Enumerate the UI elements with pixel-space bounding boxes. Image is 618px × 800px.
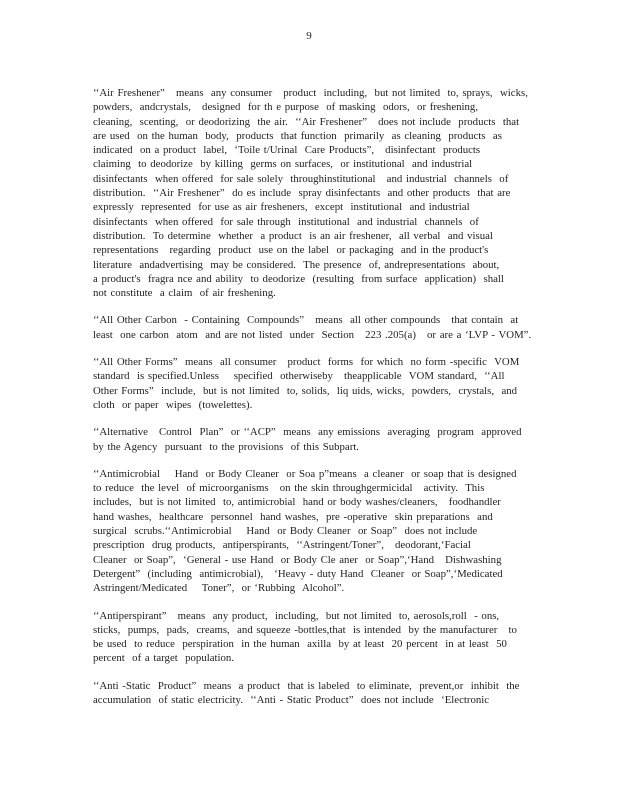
text-line: disinfectants when offered for sale solely throughinstitutional and industrial channels of [93, 172, 509, 185]
text-line: to reduce the level of microorganisms on the skin throughgermicidal activity. This [93, 482, 485, 495]
text-line: ‘‘Air Freshener” means any consumer product including, but not limited to, sprays, wicks, [93, 87, 528, 99]
text-line: be used to reduce perspiration in the human axilla by at least 20 percent in at least 50 [93, 638, 507, 651]
text-line: representations regarding product use on the label or packaging and in the product's [93, 244, 489, 257]
text-line: are used on the human body, products that function primarily as cleaning products as [93, 129, 502, 142]
text-line: sticks, pumps, pads, creams, and squeeze -bottles,that is intended by the manufacturer to [93, 623, 517, 636]
text-line: ‘‘Antiperspirant” means any product, including, but not limited to, aerosols,roll - ons, [93, 609, 500, 622]
text-line: hand washes, healthcare personnel hand washes, pre -operative skin preparations and [93, 510, 493, 523]
text-line: cleaning, scenting, or deodorizing the air. ‘‘Air Freshener” does not include products that [93, 115, 520, 128]
text-line: percent of a target population. [93, 652, 235, 665]
paragraph [93, 467, 545, 596]
text-line: expressly represented for use as air fresheners, except institutional and industrial [93, 201, 470, 214]
document-body [93, 86, 545, 720]
paragraph [93, 86, 545, 300]
text-line: Other Forms” include, but is not limited to, solids, liq uids, wicks, powders, crystals, and [93, 384, 518, 397]
text-line: claiming to deodorize by killing germs on surfaces, or institutional and industrial [93, 158, 473, 171]
text-line: disinfectants when offered for sale through institutional and industrial channels of [93, 215, 479, 228]
text-line: a product's fragra nce and ability to deodorize (resulting from surface application) shall [93, 272, 504, 285]
text-line: indicated on a product label, ‘Toile t/Urinal Care Products”, disinfectant products [93, 144, 481, 157]
text-line: least one carbon atom and are not listed under Section 223 .205(a) or are a ‘LVP - VOM”. [93, 328, 532, 341]
text-line: ‘‘All Other Carbon - Containing Compounds” means all other compounds that contain at [93, 314, 519, 327]
paragraph [93, 609, 545, 666]
page-number: 9 [306, 30, 312, 42]
text-line: ‘‘All Other Forms” means all consumer product forms for which no form -specific VOM [93, 356, 520, 369]
text-line: accumulation of static electricity. ‘‘Anti - Static Product” does not include ‘Electronic [93, 693, 490, 706]
text-line: not constitute a claim of air freshening. [93, 287, 276, 300]
text-line: Astringent/Medicated Toner”, or ‘Rubbing Alcohol”. [93, 582, 345, 595]
text-line: surgical scrubs.‘‘Antimicrobial Hand or Body Cleaner or Soap” does not include [93, 525, 478, 538]
text-line: by the Agency pursuant to the provisions of this Subpart. [93, 440, 360, 453]
text-line: ‘‘Anti -Static Product” means a product that is labeled to eliminate, prevent,or inhibit the [93, 679, 520, 692]
text-line: ‘‘Alternative Control Plan” or ‘‘ACP” means any emissions averaging program approved [93, 426, 522, 439]
text-line: powders, andcrystals, designed for th e purpose of masking odors, or freshening, [93, 101, 479, 114]
text-line: standard is specified.Unless specified otherwiseby theapplicable VOM standard, ‘‘All [93, 370, 505, 383]
text-line: ‘‘Antimicrobial Hand or Body Cleaner or Soa p”means a cleaner or soap that is designed [93, 467, 517, 480]
text-line: distribution. ‘‘Air Freshener” do es include spray disinfectants and other products that are [93, 187, 511, 200]
paragraph [93, 679, 545, 708]
text-line: Cleaner or Soap”, ‘General - use Hand or Body Cle aner or Soap”,‘Hand Dishwashing [93, 553, 502, 566]
text-line: Detergent” (including antimicrobial), ‘Heavy - duty Hand Cleaner or Soap”,‘Medicated [93, 567, 503, 580]
paragraph [93, 313, 545, 342]
paragraph [93, 355, 545, 412]
text-line: distribution. To determine whether a product is an air freshener, all verbal and visual [93, 229, 493, 242]
text-line: cloth or paper wipes (towelettes). [93, 398, 253, 411]
text-line: literature andadvertising may be considered. The presence of, andrepresentations about, [93, 258, 500, 271]
text-line: prescription drug products, antiperspirants, ‘‘Astringent/Toner”, deodorant,‘Facial [93, 539, 471, 552]
paragraph [93, 425, 545, 454]
text-line: includes, but is not limited to, antimicrobial hand or body washes/cleaners, foodhandler [93, 496, 501, 509]
